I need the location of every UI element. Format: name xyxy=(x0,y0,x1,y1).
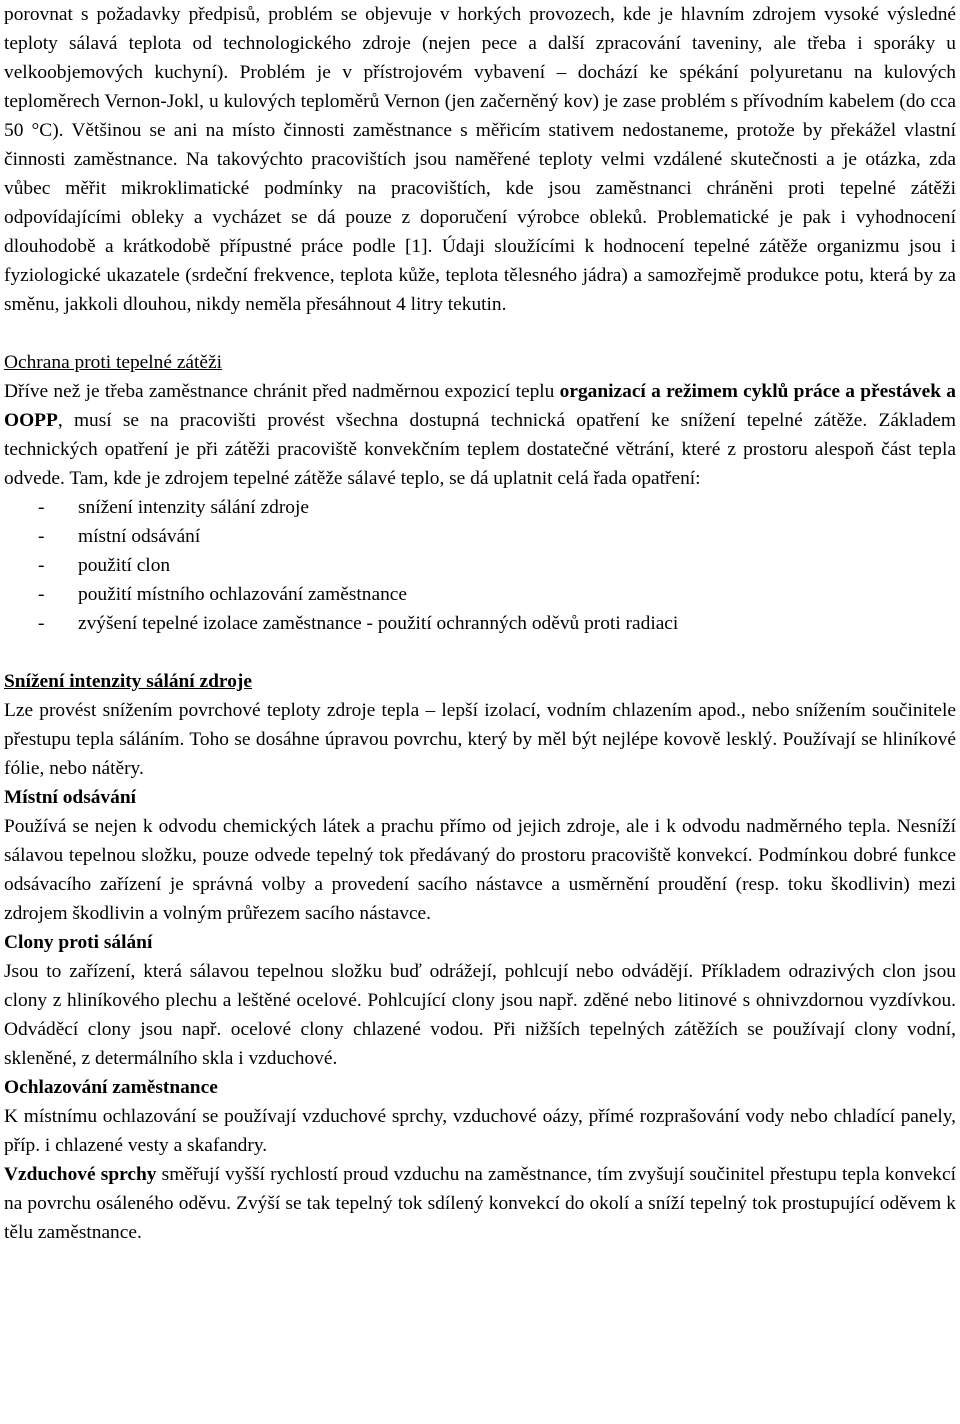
list-item xyxy=(4,609,956,638)
ochrana-text-b: , musí se na pracovišti provést všechna dostupná technická opatření ke snížení tepelné zátěže. Základem technických opatření je při zátěži pracoviště konvekčním teplem dostatečné větrání, které z prostoru alespoň část tepla odvede. Tam, kde je zdrojem tepelné zátěže sálavé teplo, se dá uplatnit celá řada opatření: xyxy=(4,410,956,489)
section-spacer xyxy=(4,319,956,348)
list-item xyxy=(4,551,956,580)
section-heading-clony: Clony proti sálání xyxy=(4,932,153,953)
clony-paragraph: Jsou to zařízení, která sálavou tepelnou složku buď odrážejí, pohlcují nebo odvádějí. Příkladem odrazivých clon jsou clony z hliníkového plechu a leštěné ocelové. Pohlcující clony jsou např. zděné nebo litinové s ohnivzdornou vyzdívkou. Odváděcí clony jsou např. ocelové clony chlazené vodou. Při nižších tepelných zátěžích se používají clony vodní, skleněné, z determálního skla i vzduchové. xyxy=(4,961,956,1069)
ochrana-text-a: Dříve než je třeba zaměstnance chránit před nadměrnou expozicí teplu xyxy=(4,381,560,402)
list-item xyxy=(4,580,956,609)
snizeni-paragraph: Lze provést snížením povrchové teploty zdroje tepla – lepší izolací, vodním chlazením apod., nebo snížením součinitele přestupu tepla sáláním. Toho se dosáhne úpravou povrchu, který by měl být nejlépe kovově lesklý. Používají se hliníkové fólie, nebo nátěry. xyxy=(4,700,956,779)
ochrana-paragraph xyxy=(4,377,956,493)
measures-list xyxy=(4,493,956,638)
list-item-text: snížení intenzity sálání zdroje xyxy=(78,497,309,518)
list-item-text: použití místního ochlazování zaměstnance xyxy=(78,584,407,605)
intro-paragraph: porovnat s požadavky předpisů, problém se objevuje v horkých provozech, kde je hlavním zdrojem vysoké výsledné teploty sálavá teplota od technologického zdroje (nejen pece a další zpracování taveniny, ale třeba i sporáky u velkoobjemových kuchyní). Problém je v přístrojovém vybavení – dochází ke spékání polyuretanu na kulových teploměrech Vernon-Jokl, u kulových teploměrů Vernon (jen začerněný kov) je zase problém s přívodním kabelem (do cca 50 °C). Většinou se ani na místo činnosti zaměstnance s měřicím stativem nedostaneme, protože by překážel vlastní činnosti zaměstnance. Na takovýchto pracovištích jsou naměřené teploty velmi vzdálené skutečnosti a je otázka, zda vůbec měřit mikroklimatické podmínky na pracovištích, kde jsou zaměstnanci chráněni proti tepelné zátěži odpovídajícími obleky a vycházet se dá pouze z doporučení výrobce obleků. Problematické je pak i vyhodnocení dlouhodobě a krátkodobě přípustné práce podle [1]. Údaji sloužícími k hodnocení tepelné zátěže organizmu jsou i fyziologické ukazatele (srdeční frekvence, teplota kůže, teplota tělesného jádra) a samozřejmě produkce potu, která by za směnu, jakkoli dlouhou, nikdy neměla přesáhnout 4 litry tekutin. xyxy=(4,4,956,315)
list-item xyxy=(4,493,956,522)
ochrana-bold-phrase: organizací a režimem cyklů práce a přestávek a OOPP xyxy=(4,381,956,431)
section-heading-ochlazovani: Ochlazování zaměstnance xyxy=(4,1077,218,1098)
sprchy-paragraph xyxy=(4,1160,956,1247)
dash-bullet: - xyxy=(38,584,45,605)
section-heading-odsavani: Místní odsávání xyxy=(4,787,136,808)
list-item xyxy=(4,522,956,551)
list-item-text: použití clon xyxy=(78,555,171,576)
sprchy-bold-term: Vzduchové sprchy xyxy=(4,1164,157,1185)
list-item-text: místní odsávání xyxy=(78,526,201,547)
ochlazovani-paragraph: K místnímu ochlazování se používají vzduchové sprchy, vzduchové oázy, přímé rozprašování vody nebo chladící panely, příp. i chlazené vesty a skafandry. xyxy=(4,1106,956,1156)
dash-bullet: - xyxy=(38,555,45,576)
list-item-text: zvýšení tepelné izolace zaměstnance - použití ochranných oděvů proti radiaci xyxy=(78,613,679,634)
dash-bullet: - xyxy=(38,497,45,518)
odsavani-paragraph: Používá se nejen k odvodu chemických látek a prachu přímo od jejich zdroje, ale i k odvodu nadměrného tepla. Nesníží sálavou tepelnou složku, pouze odvede tepelný tok předávaný do prostoru pracoviště konvekcí. Podmínkou dobré funkce odsávacího zařízení je správná volby a provedení sacího nástavce a usměrnění proudění (resp. toku škodlivin) mezi zdrojem škodlivin a volným průřezem sacího nástavce. xyxy=(4,816,956,924)
section-spacer xyxy=(4,638,956,667)
dash-bullet: - xyxy=(38,526,45,547)
section-heading-snizeni: Snížení intenzity sálání zdroje xyxy=(4,671,252,692)
dash-bullet: - xyxy=(38,613,45,634)
sprchy-text: směřují vyšší rychlostí proud vzduchu na zaměstnance, tím zvyšují součinitel přestupu tepla konvekcí na povrchu osáleného oděvu. Zvýší se tak tepelný tok sdílený konvekcí do okolí a sníží tepelný tok prostupující oděvem k tělu zaměstnance. xyxy=(4,1164,956,1243)
section-heading-ochrana: Ochrana proti tepelné zátěži xyxy=(4,352,223,373)
